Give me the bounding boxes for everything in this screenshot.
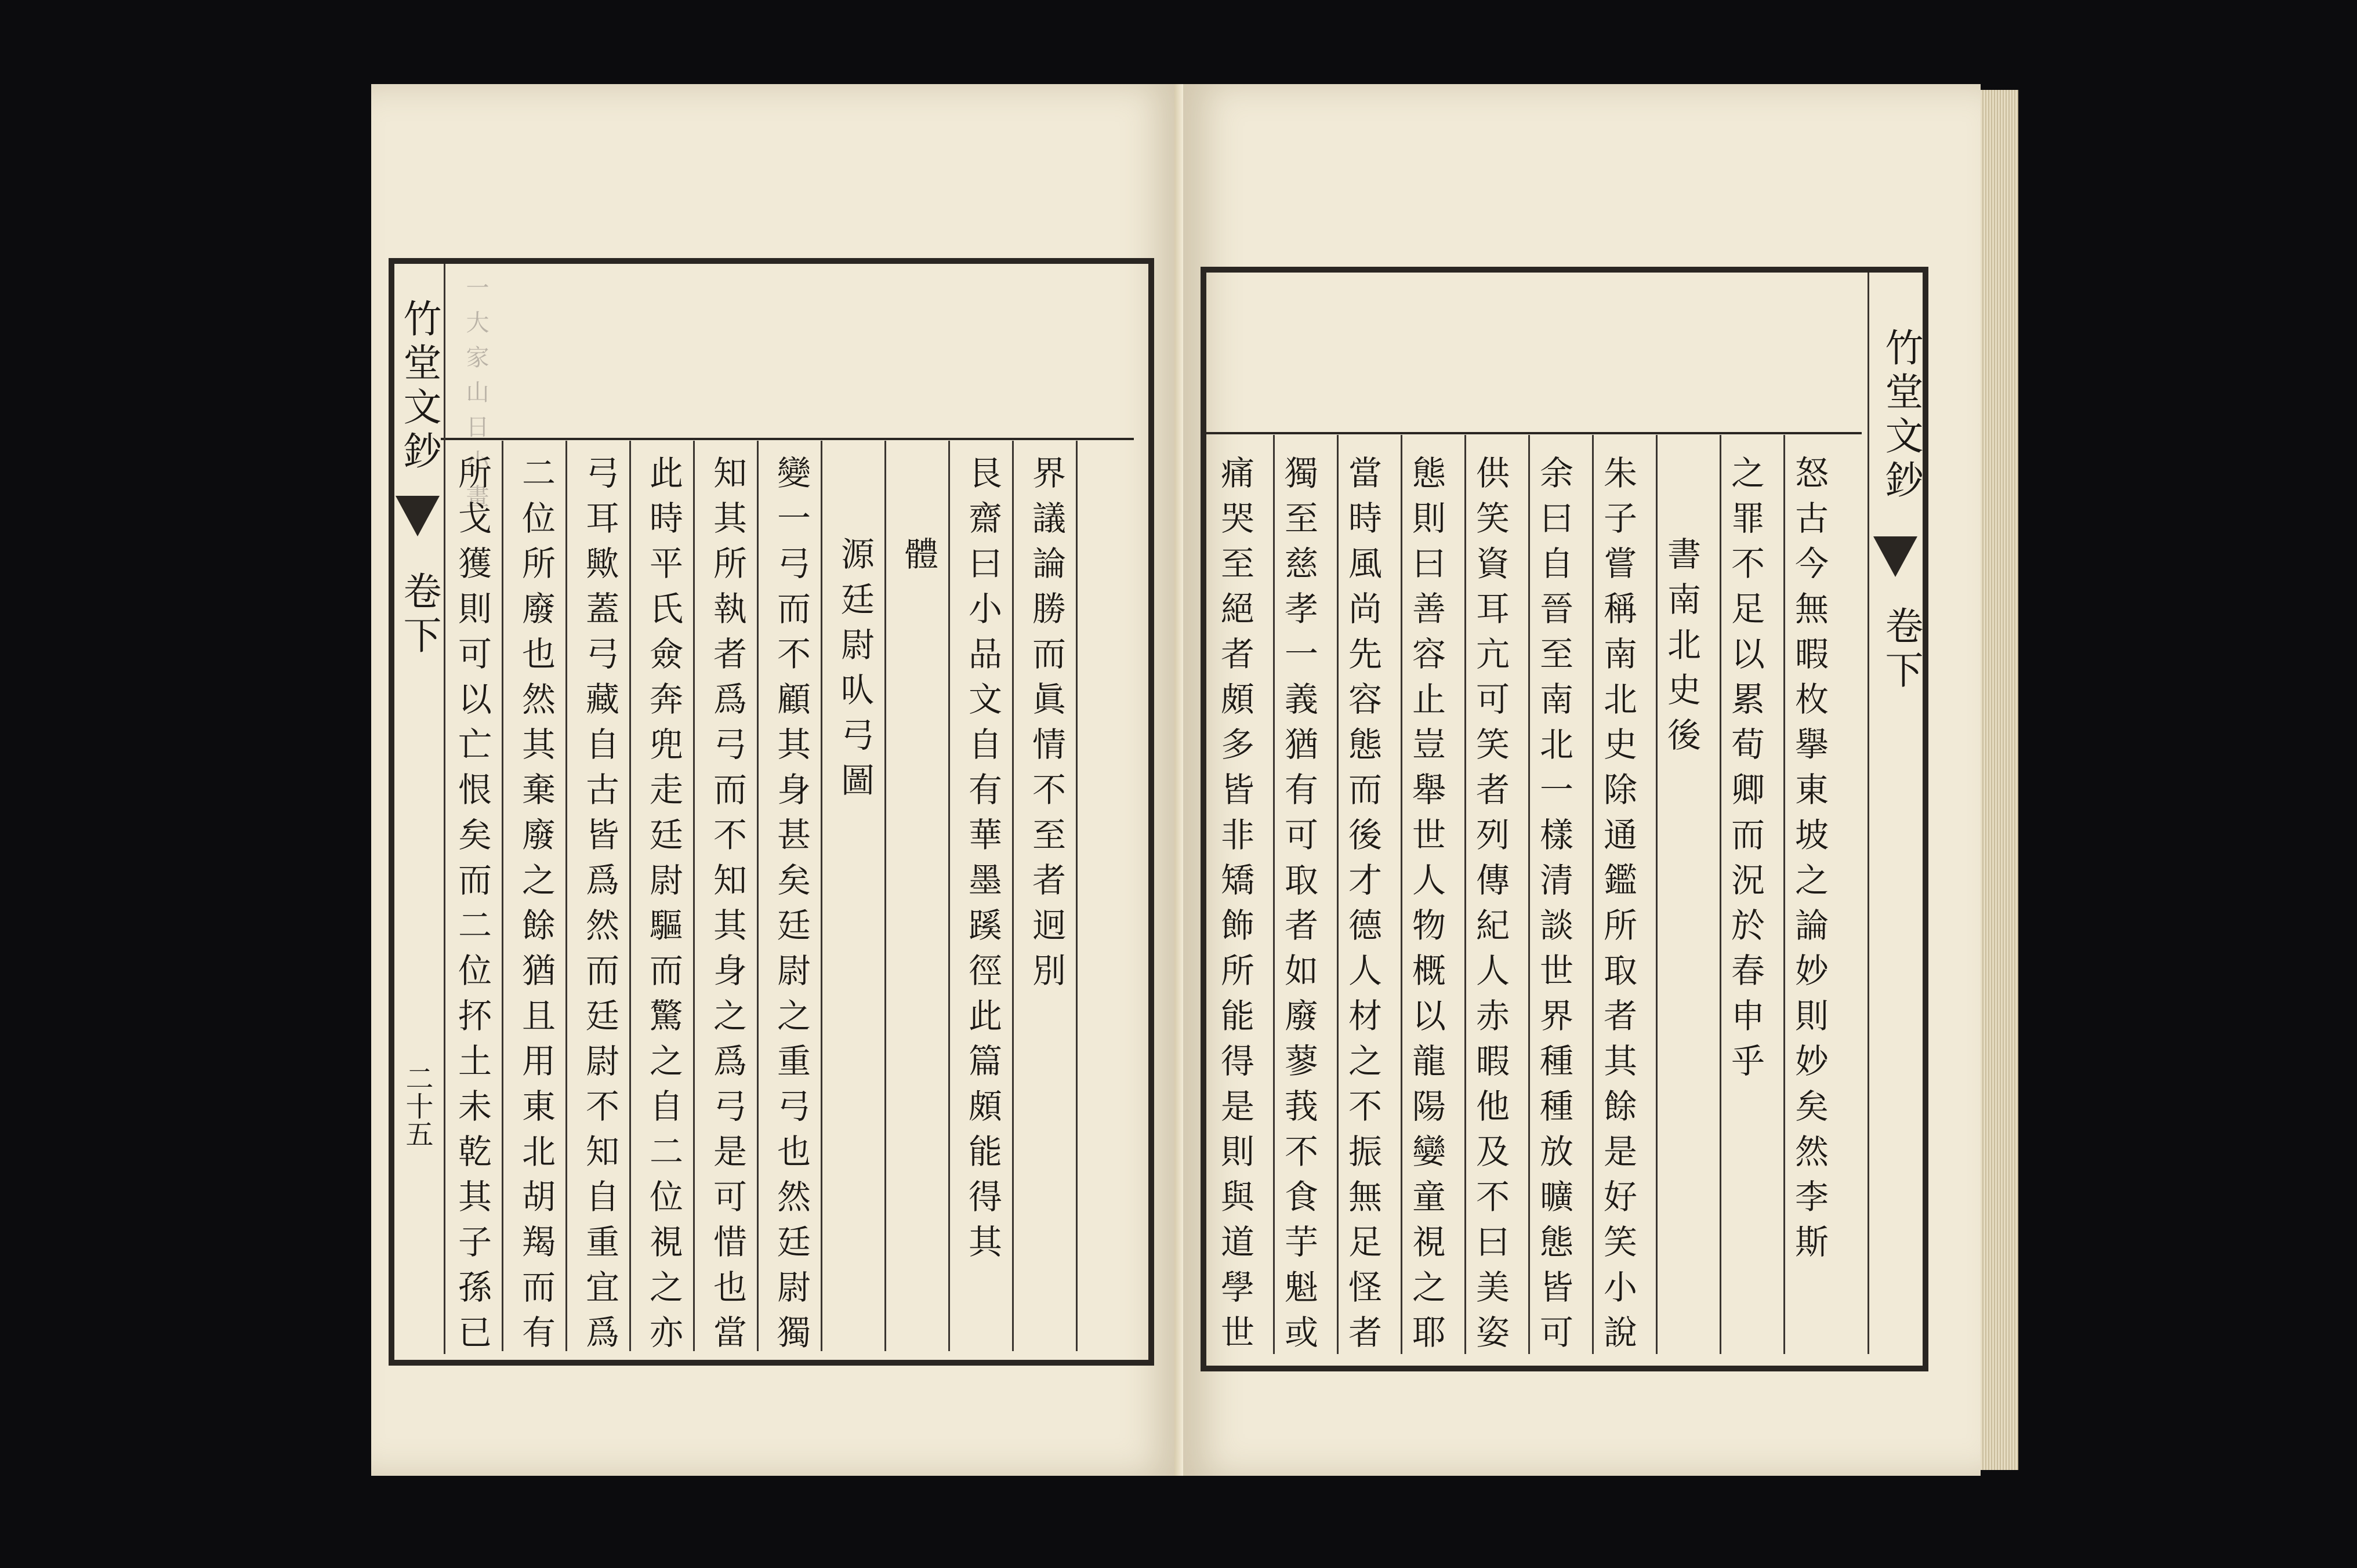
right-col-2: 之罪不足以累荀卿而況於春申乎	[1725, 455, 1765, 1088]
right-col-4: 朱子嘗稱南北史除通鑑所取者其餘是好笑小說	[1598, 455, 1637, 1360]
left-col-5: 變一弓而不顧其身甚矣廷尉之重弓也然廷尉獨	[771, 455, 811, 1360]
left-col-1: 界議論勝而眞情不至者迥別	[1027, 455, 1066, 998]
left-rule	[1076, 441, 1078, 1351]
left-col-6: 知其所執者爲弓而不知其身之爲弓是可惜也當	[708, 455, 747, 1360]
left-rule	[502, 441, 503, 1351]
right-fishtail-mark	[1873, 536, 1917, 577]
left-col-10: 所戈獲則可以亡恨矣而二位抔土未乾其子孫已	[452, 455, 492, 1360]
left-rule	[693, 441, 695, 1351]
right-rule	[1401, 435, 1402, 1354]
right-col-10: 痛哭至絕者頗多皆非矯飾所能得是則與道學世	[1215, 455, 1254, 1360]
right-col-7: 態則曰善容止豈舉世人物概以龍陽孌童視之耶	[1406, 455, 1446, 1360]
left-upper-rule	[441, 438, 1134, 440]
right-rule	[1528, 435, 1530, 1354]
right-page	[1183, 84, 1981, 1476]
left-volume: 卷下	[397, 571, 441, 659]
right-col-1: 怒古今無暇枚擧東坡之論妙則妙矣然李斯	[1789, 455, 1829, 1269]
right-col-9: 獨至慈孝一義猶有可取者如廢蓼莪不食芋魁或	[1279, 455, 1318, 1360]
right-col-6: 供笑資耳亢可笑者列傳紀人赤暇他及不曰美姿	[1470, 455, 1510, 1360]
left-col-8: 弓耳歟蓋弓藏自古皆爲然而廷尉不知自重宜爲	[580, 455, 619, 1360]
left-rule	[1012, 441, 1014, 1351]
right-col-5: 余曰自晉至南北一樣清談世界種種放曠態皆可	[1534, 455, 1573, 1360]
left-rule	[757, 441, 759, 1351]
left-fishtail-mark	[396, 496, 440, 536]
right-fishtail-column	[1868, 273, 1869, 1354]
right-rule	[1337, 435, 1339, 1354]
right-rule	[1592, 435, 1594, 1354]
right-upper-rule	[1206, 432, 1862, 434]
right-rule	[1464, 435, 1466, 1354]
left-rule	[565, 441, 567, 1351]
left-bleed-note: 一大家山日小畫	[462, 275, 489, 519]
left-rule	[821, 441, 822, 1351]
left-page	[371, 84, 1180, 1476]
right-col-8: 當時風尚先容態而後才德人材之不振無足怪者	[1343, 455, 1382, 1360]
right-rule	[1273, 435, 1275, 1354]
left-col-3: 體	[899, 536, 938, 582]
left-margin-title: 竹堂文鈔	[397, 299, 441, 475]
left-col-7: 此時平氏僉奔兜走廷尉驅而驚之自二位視之亦	[644, 455, 683, 1360]
right-rule	[1656, 435, 1658, 1354]
right-volume: 卷下	[1879, 606, 1923, 694]
page-edges	[1978, 90, 2018, 1470]
left-col-2: 艮齋曰小品文自有華墨蹊徑此篇頗能得其	[963, 455, 1002, 1269]
right-col-3: 書南北史後	[1662, 536, 1701, 763]
right-rule	[1720, 435, 1721, 1354]
left-folio: 二十五	[401, 1064, 433, 1148]
left-col-4: 源廷尉㕥弓圖	[835, 536, 875, 808]
left-rule	[884, 441, 886, 1351]
left-rule	[948, 441, 950, 1351]
left-rule	[629, 441, 631, 1351]
right-margin-title: 竹堂文鈔	[1879, 328, 1923, 504]
open-book	[360, 72, 2018, 1487]
right-rule	[1783, 435, 1785, 1354]
left-col-9: 二位所廢也然其棄廢之餘猶且用東北胡羯而有	[516, 455, 556, 1360]
